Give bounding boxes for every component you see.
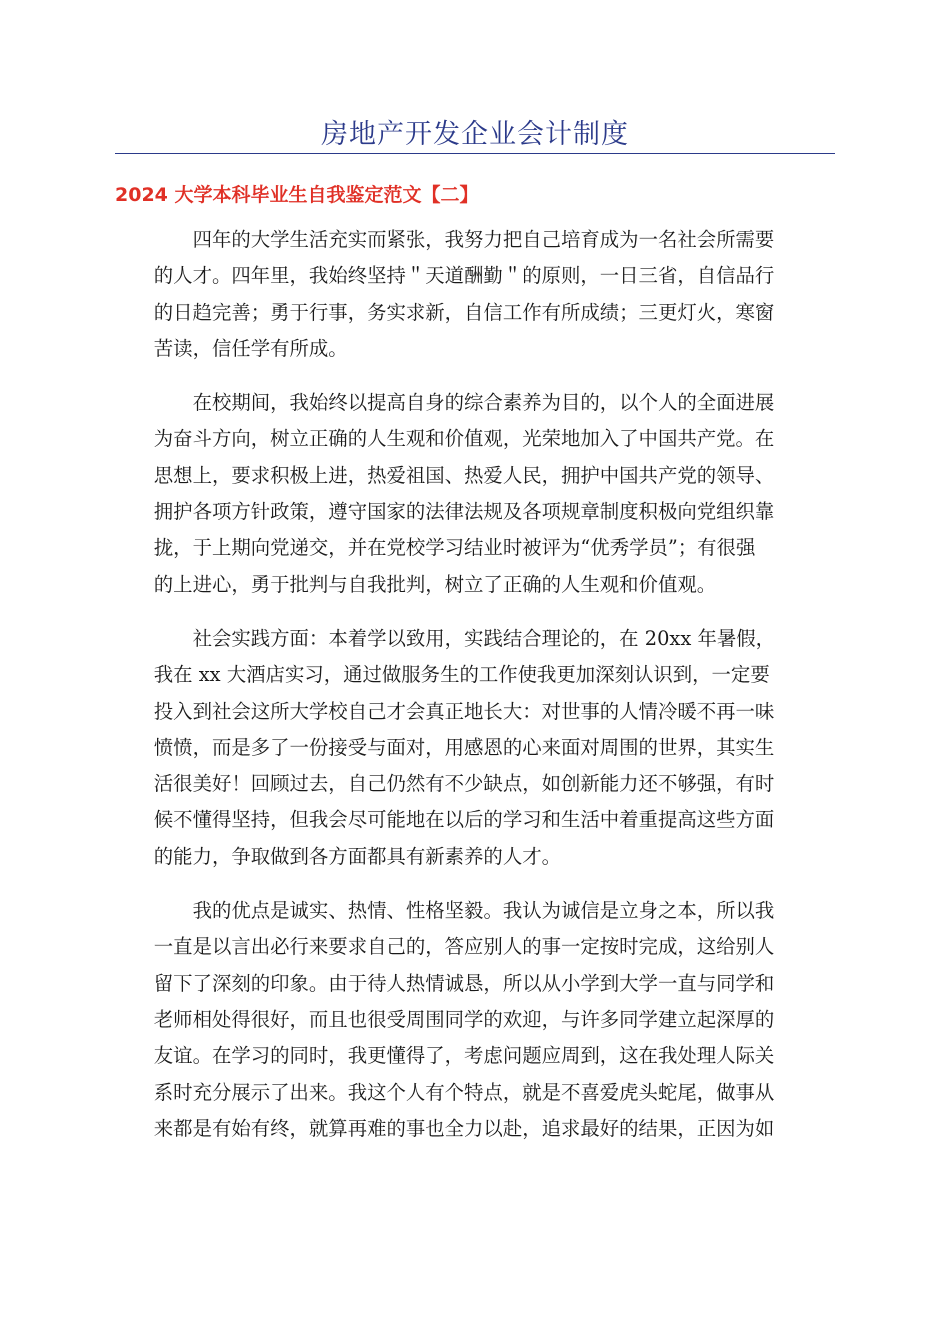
paragraph — [115, 893, 835, 1147]
document-body — [115, 222, 835, 1165]
text-line: 社会实践方面：本着学以致用，实践结合理论的，在 20xx 年暑假， — [192, 626, 776, 650]
text-line: 四年的大学生活充实而紧张，我努力把自己培育成为一名社会所需要 — [192, 228, 775, 251]
paragraph — [115, 621, 835, 875]
text-line: 的人才。四年里，我始终坚持＂天道酬勤＂的原则，一日三省，自信品行 — [153, 264, 775, 288]
text-line: 候不懂得坚持，但我会尽可能地在以后的学习和生活中着重提高这些方面 — [153, 808, 775, 832]
text-line: 友谊。在学习的同时，我更懂得了，考虑问题应周到，这在我处理人际关 — [153, 1044, 775, 1068]
text-line: 我的优点是诚实、热情、性格坚毅。我认为诚信是立身之本，所以我 — [192, 899, 775, 923]
text-line: 活很美好！回顾过去，自己仍然有不少缺点，如创新能力还不够强，有时 — [153, 772, 775, 796]
text-line: 来都是有始有终，就算再难的事也全力以赴，追求最好的结果，正因为如 — [153, 1116, 775, 1140]
text-line: 拢，于上期向党递交，并在党校学习结业时被评为“优秀学员”；有很强 — [153, 536, 756, 560]
text-line: 在校期间，我始终以提高自身的综合素养为目的，以个人的全面进展 — [192, 391, 775, 415]
text-line: 愤愤，而是多了一份接受与面对，用感恩的心来面对周围的世界，其实生 — [153, 735, 775, 759]
text-line: 的能力，争取做到各方面都具有新素养的人才。 — [153, 844, 561, 868]
paragraph — [115, 385, 835, 603]
text-line: 系时充分展示了出来。我这个人有个特点，就是不喜爱虎头蛇尾，做事从 — [153, 1080, 775, 1104]
page-header-title: 房地产开发企业会计制度 — [321, 119, 629, 150]
text-line: 苦读，信任学有所成。 — [153, 336, 348, 360]
text-line: 投入到社会这所大学校自己才会真正地长大：对世事的人情冷暖不再一味 — [153, 699, 775, 723]
text-line: 为奋斗方向，树立正确的人生观和价值观，光荣地加入了中国共产党。在 — [153, 427, 775, 451]
text-line: 思想上，要求积极上进，热爱祖国、热爱人民，拥护中国共产党的领导、 — [153, 463, 775, 487]
header-divider — [115, 153, 835, 154]
document-title: 2024 大学本科毕业生自我鉴定范文【二】 — [115, 184, 479, 206]
text-line: 一直是以言出必行来要求自己的，答应别人的事一定按时完成，这给别人 — [153, 935, 775, 959]
text-line: 我在 xx 大酒店实习，通过做服务生的工作使我更加深刻认识到，一定要 — [153, 663, 770, 687]
paragraph — [115, 222, 835, 367]
text-line: 拥护各项方针政策，遵守国家的法律法规及各项规章制度积极向党组织靠 — [153, 500, 775, 524]
text-line: 老师相处得很好，而且也很受周围同学的欢迎，与许多同学建立起深厚的 — [153, 1007, 775, 1031]
text-line: 留下了深刻的印象。由于待人热情诚恳，所以从小学到大学一直与同学和 — [153, 971, 775, 995]
text-line: 的上进心，勇于批判与自我批判，树立了正确的人生观和价值观。 — [153, 572, 717, 596]
text-line: 的日趋完善；勇于行事，务实求新，自信工作有所成绩；三更灯火，寒窗 — [153, 300, 775, 324]
